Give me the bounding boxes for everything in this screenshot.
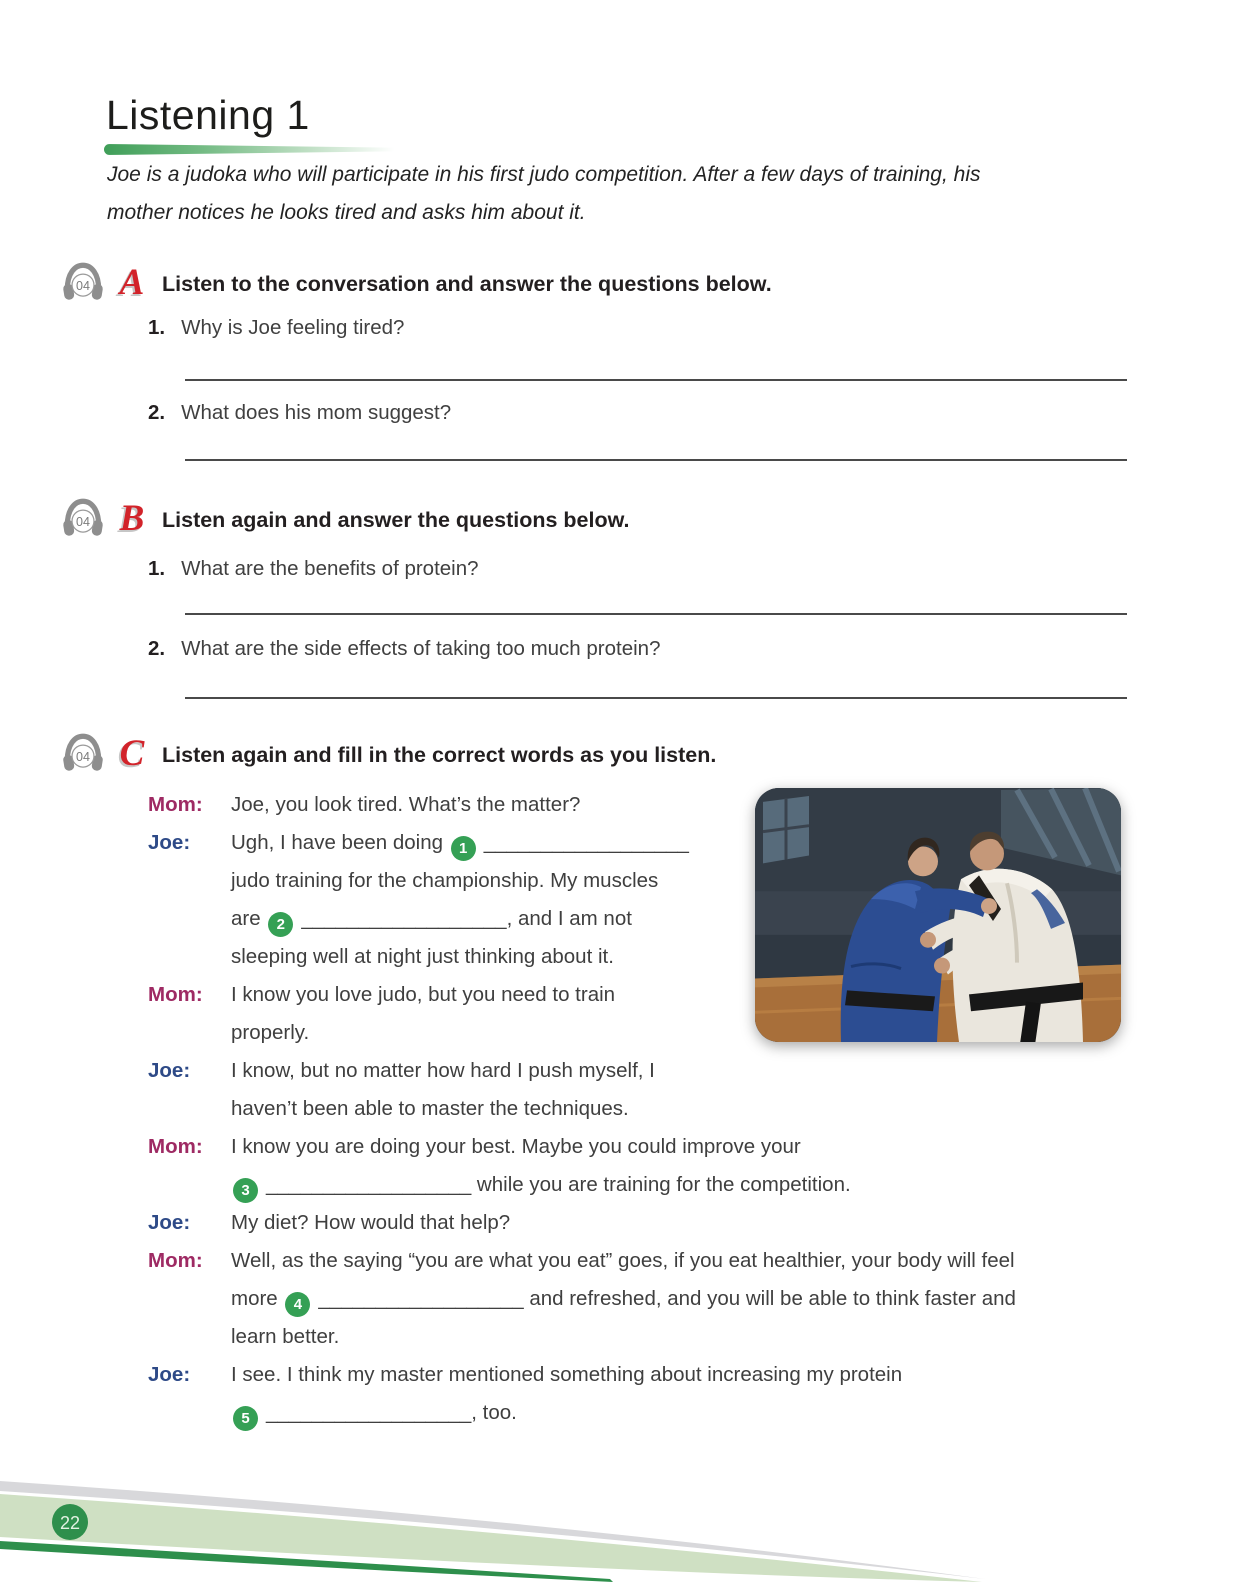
question (148, 557, 479, 581)
speaker-label: Mom: (148, 1249, 203, 1272)
speaker-label: Mom: (148, 983, 203, 1006)
dialogue-text: and refreshed, and you will be able to think faster and (523, 1287, 1016, 1310)
dialogue-text: I know you love judo, but you need to train (231, 983, 616, 1006)
dialogue-line (231, 1090, 1158, 1128)
dialogue-text: Ugh, I have been doing (231, 831, 449, 854)
dialogue-text: I know, but no matter how hard I push myself, I (231, 1059, 655, 1082)
dialogue-text: Well, as the saying “you are what you eat” goes, if you eat healthier, your body will feel (231, 1249, 1015, 1272)
section-letter-icon: C (119, 733, 145, 774)
speaker-label: Mom: (148, 793, 203, 816)
dialogue-line (231, 1204, 1158, 1242)
intro-line: Joe is a judoka who will participate in his first judo competition. After a few days of training, his (107, 163, 981, 186)
fill-in-blank[interactable]: __________________ (301, 907, 507, 930)
section-heading: Listen to the conversation and answer the questions below. (162, 271, 772, 296)
audio-track-number: 04 (76, 278, 90, 293)
blank-number-badge: 1 (451, 836, 476, 861)
dialogue-text: are (231, 907, 267, 930)
section-c-header (60, 731, 716, 777)
dialogue-text: Joe, you look tired. What’s the matter? (231, 793, 581, 816)
dialogue-turn (148, 1204, 1158, 1242)
answer-line[interactable] (185, 459, 1127, 461)
intro-line: mother notices he looks tired and asks him about it. (107, 201, 586, 224)
question (148, 637, 660, 661)
question-number: 1. (148, 557, 166, 580)
dialogue-text: I know you are doing your best. Maybe you could improve your (231, 1135, 801, 1158)
blank-number-badge: 5 (233, 1406, 258, 1431)
dialogue-line (231, 1356, 1158, 1394)
dialogue-line (231, 1318, 1158, 1356)
page-number: 22 (59, 1513, 81, 1533)
dialogue-text: My diet? How would that help? (231, 1211, 511, 1234)
fill-in-blank[interactable]: __________________ (266, 1401, 472, 1424)
blank-number-badge: 4 (285, 1292, 310, 1317)
dialogue-turn (148, 1128, 1158, 1204)
question-text: What are the benefits of protein? (181, 557, 479, 580)
dialogue-text: haven’t been able to master the techniques. (231, 1097, 629, 1120)
headphones-audio-icon (60, 496, 106, 542)
speaker-label: Joe: (148, 1059, 191, 1082)
fill-in-blank[interactable]: __________________ (266, 1173, 472, 1196)
dialogue-text: , too. (471, 1401, 517, 1424)
judo-photo (755, 788, 1121, 1042)
intro-text (107, 156, 1137, 232)
audio-track-number: 04 (76, 749, 90, 764)
dialogue-text: learn better. (231, 1325, 340, 1348)
dialogue-turn (148, 1052, 1158, 1128)
answer-line[interactable] (185, 697, 1127, 699)
question (148, 401, 451, 425)
fill-in-blank[interactable]: __________________ (483, 831, 689, 854)
section-b-header (60, 496, 630, 542)
headphones-audio-icon (60, 731, 106, 777)
fill-in-blank[interactable]: __________________ (318, 1287, 524, 1310)
dialogue-text: judo training for the championship. My muscles (231, 869, 659, 892)
page-title: Listening 1 (106, 92, 310, 138)
section-a-header (60, 260, 772, 306)
dialogue-line (231, 1166, 1158, 1204)
question-number: 2. (148, 637, 166, 660)
answer-line[interactable] (185, 379, 1127, 381)
dialogue-line (231, 1394, 1158, 1432)
question (148, 316, 404, 340)
question-text: What are the side effects of taking too much protein? (181, 637, 661, 660)
speaker-label: Mom: (148, 1135, 203, 1158)
question-text: Why is Joe feeling tired? (181, 316, 405, 339)
dialogue-text: more (231, 1287, 284, 1310)
speaker-label: Joe: (148, 1211, 191, 1234)
dialogue-line (231, 1242, 1158, 1280)
dialogue-turn (148, 1242, 1158, 1356)
audio-track-number: 04 (76, 514, 90, 529)
dialogue-line (231, 1052, 1158, 1090)
question-text: What does his mom suggest? (181, 401, 452, 424)
section-letter-icon: B (119, 498, 145, 539)
headphones-audio-icon (60, 260, 106, 306)
question-number: 2. (148, 401, 166, 424)
dialogue-text: sleeping well at night just thinking about it. (231, 945, 614, 968)
dialogue-line (231, 1280, 1158, 1318)
footer-decoration (0, 1468, 1235, 1591)
dialogue-text: , and I am not (506, 907, 632, 930)
dialogue-turn (148, 1356, 1158, 1432)
answer-line[interactable] (185, 613, 1127, 615)
question-number: 1. (148, 316, 166, 339)
section-letter-icon: A (119, 262, 145, 303)
speaker-label: Joe: (148, 831, 191, 854)
judo-photo-scene (755, 788, 1121, 1042)
section-heading: Listen again and fill in the correct words as you listen. (162, 742, 717, 767)
dialogue-text: while you are training for the competition. (471, 1173, 851, 1196)
title-underline-decoration (104, 144, 434, 155)
speaker-label: Joe: (148, 1363, 191, 1386)
dialogue-text: properly. (231, 1021, 310, 1044)
dialogue-text: I see. I think my master mentioned something about increasing my protein (231, 1363, 903, 1386)
dialogue-line (231, 1128, 1158, 1166)
section-heading: Listen again and answer the questions below. (162, 507, 630, 532)
blank-number-badge: 2 (268, 912, 293, 937)
blank-number-badge: 3 (233, 1178, 258, 1203)
